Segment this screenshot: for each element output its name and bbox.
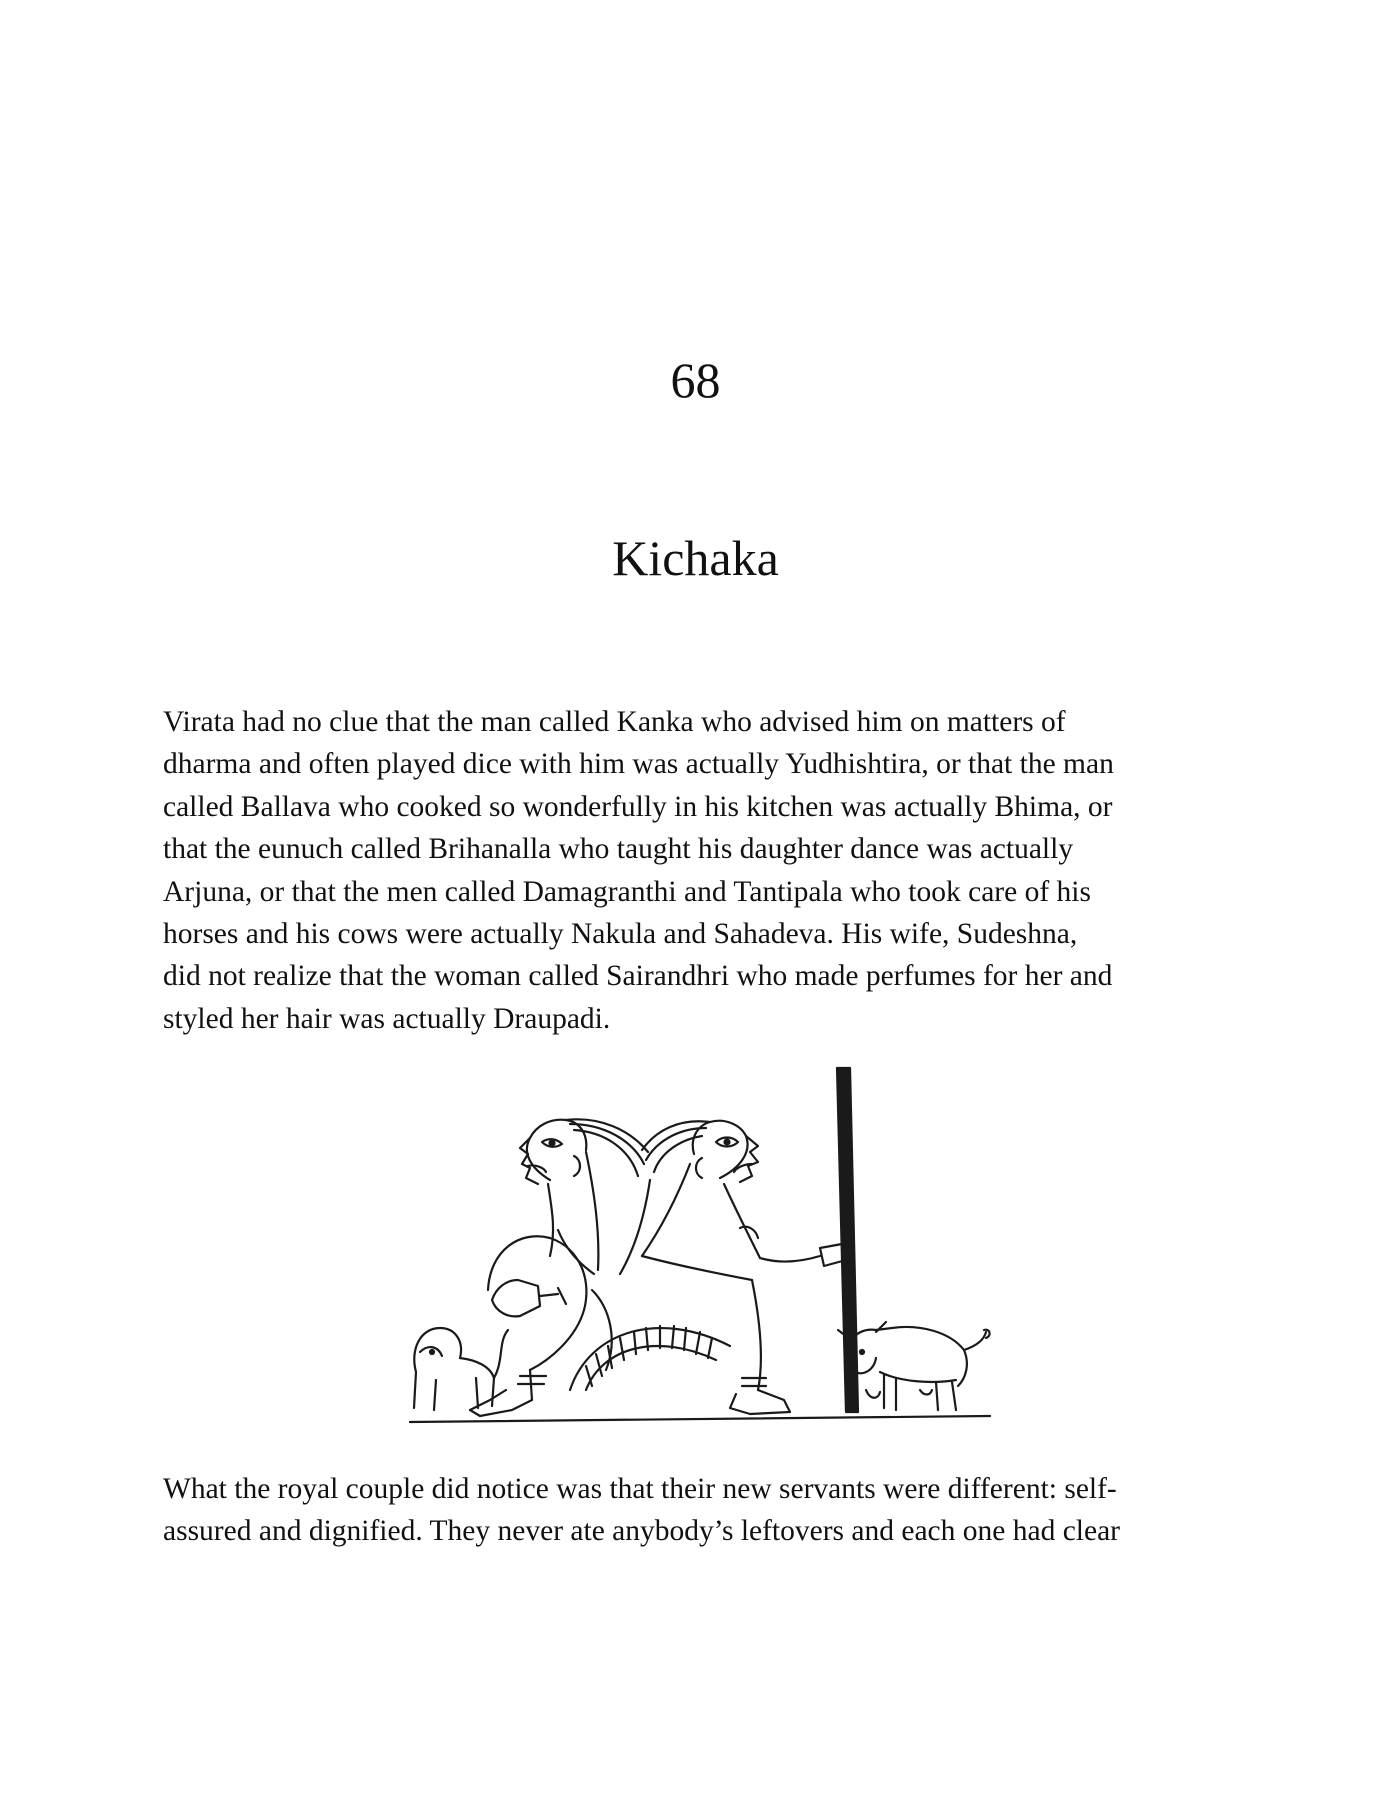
paragraph-line: did not realize that the woman called Sairandhri who made perfumes for her and xyxy=(163,960,1113,993)
paragraph-line: styled her hair was actually Draupadi. xyxy=(163,1002,611,1035)
right-figure xyxy=(620,1121,846,1414)
cow xyxy=(838,1322,990,1410)
body-paragraph-2 xyxy=(163,1468,1243,1553)
paragraph-line: dharma and often played dice with him was actually Yudhishtira, or that the man xyxy=(163,748,1114,781)
paragraph-line: horses and his cows were actually Nakula and Sahadeva. His wife, Sudeshna, xyxy=(163,918,1078,951)
ground-line xyxy=(410,1416,990,1422)
body-paragraph-1 xyxy=(163,701,1243,1040)
chapter-number: 68 xyxy=(670,352,721,408)
paragraph-line: Virata had no clue that the man called Kanka who advised him on matters of xyxy=(163,706,1066,738)
paragraph-line: that the eunuch called Brihanalla who taught his daughter dance was actually xyxy=(163,833,1074,866)
paragraph-line: Arjuna, or that the men called Damagranthi and Tantipala who took care of his xyxy=(163,875,1091,908)
chapter-title: Kichaka xyxy=(612,530,779,586)
paragraph-line: assured and dignified. They never ate anybody’s leftovers and each one had clear xyxy=(163,1515,1121,1548)
chapter-illustration xyxy=(380,1060,1000,1430)
paragraph-line: What the royal couple did notice was that their new servants were different: self- xyxy=(163,1473,1117,1505)
paragraph-line: called Ballava who cooked so wonderfully in his kitchen was actually Bhima, or xyxy=(163,790,1113,823)
arch xyxy=(570,1326,730,1390)
